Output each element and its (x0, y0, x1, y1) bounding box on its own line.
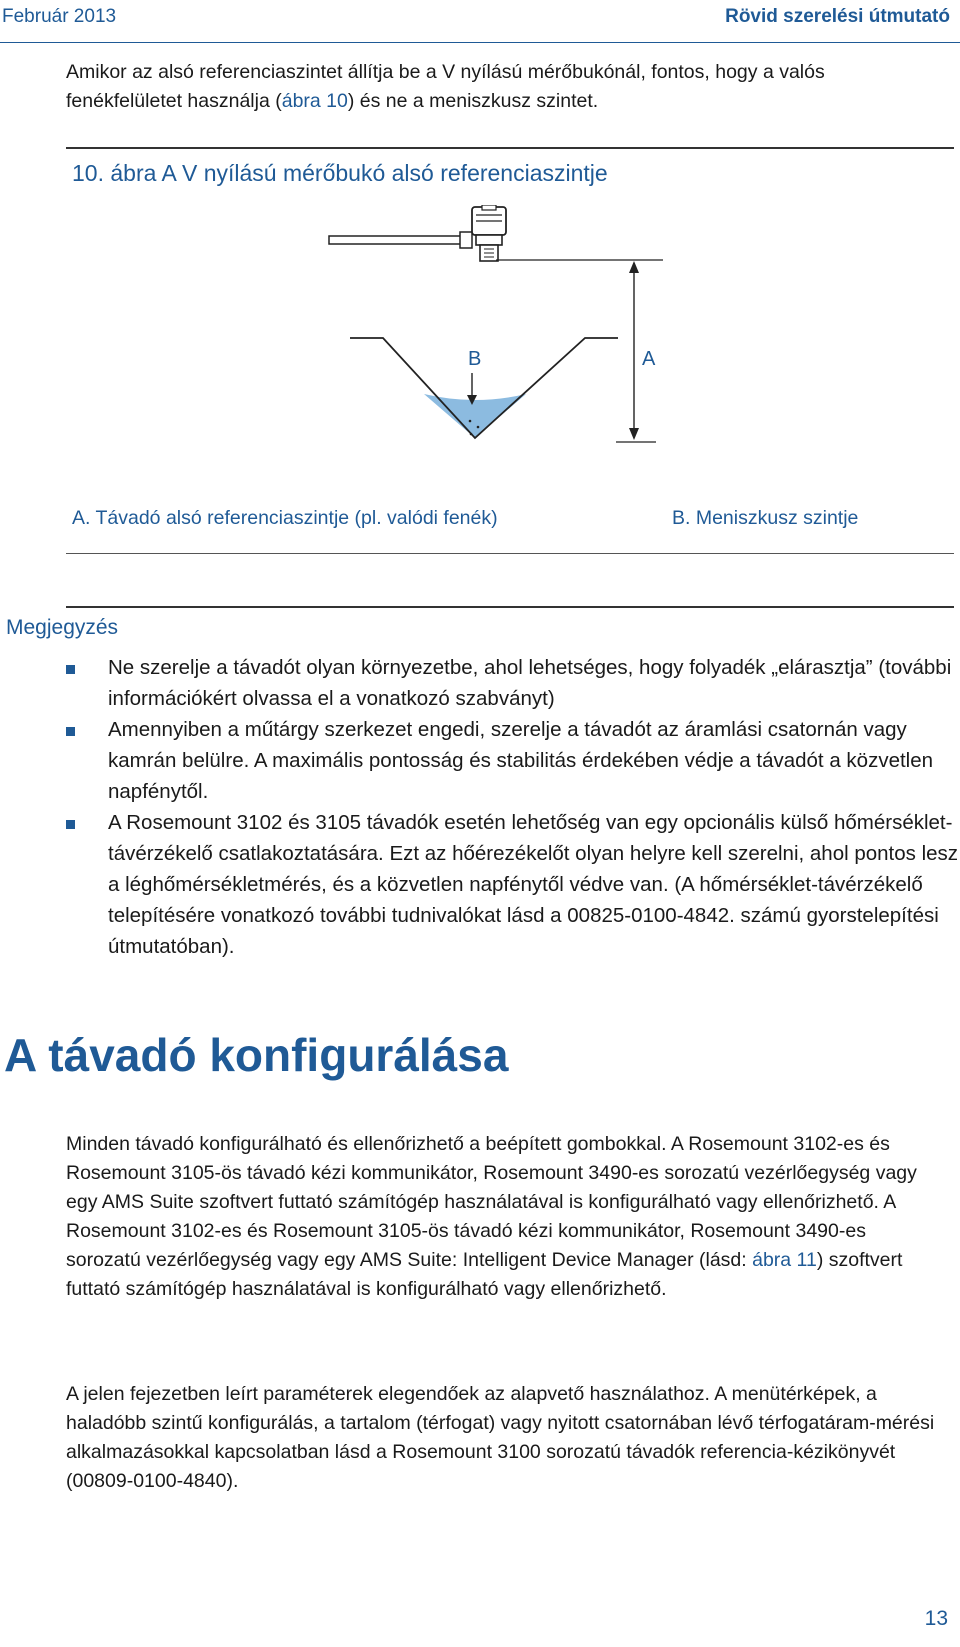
figure-10-link[interactable]: ábra 10 (281, 90, 348, 112)
bullet-icon (66, 820, 75, 829)
bullet-icon (66, 665, 75, 674)
figure-bottom-rule (66, 553, 954, 554)
water-dot (477, 426, 480, 429)
para1-text-before: Minden távadó konfigurálható és ellenőrizhető a beépített gombokkal. A Rosemount 3102-es és Rosemount 3105-ös távadó kézi kommunikátor, Rosemount 3490-es sorozatú vezérlőegység vagy egy AMS Suite szoftvert futtató számítógép használatával is konfigurálható vagy ellenőrizhető. A Rosemount 3102-es és Rosemount 3105-ös távadó kézi kommunikátor, Rosemount 3490-es sorozatú vezérlőegység vagy egy AMS Suite: Intelligent Device Manager (lásd: (66, 1133, 917, 1271)
v-notch-weir-diagram (300, 205, 720, 475)
figure-title: 10. ábra A V nyílású mérőbukó alsó referenciaszintje (72, 160, 608, 186)
bracket-clamp (460, 232, 472, 248)
intro-paragraph (66, 58, 946, 116)
note-bullet-3: A Rosemount 3102 és 3105 távadók esetén lehetőség van egy opcionális külső hőmérséklet-távérzékelő csatlakoztatására. Ezt az hőérezékelőt olyan helyre kell szerelni, ahol pontos lesz a léghőmérsékletmérés, és a közvetlen napfénytől védve van. (A hőmérséklet-távérzékelő telepítésére vonatkozó további tudnivalókat lásd a 00825-0100-4842. számú gyorstelepítési útmutatóban). (108, 811, 959, 958)
caption-b: B. Meniszkusz szintje (672, 507, 859, 529)
label-b: B (468, 348, 482, 370)
figure-top-rule (66, 147, 954, 149)
bullet-icon (66, 727, 75, 736)
note-top-rule (66, 606, 954, 608)
note-bullet-1: Ne szerelje a távadót olyan környezetbe, ahol lehetséges, hogy folyadék „elárasztja” (további információkért olvassa el a vonatkozó szabványt) (108, 656, 952, 710)
water-dot (470, 433, 473, 436)
figure-11-link[interactable]: ábra 11 (752, 1249, 817, 1271)
dimension-a-arrow-bottom (629, 428, 639, 440)
caption-a: A. Távadó alsó referenciaszintje (pl. valódi fenék) (72, 507, 498, 529)
dimension-a-arrow-top (629, 261, 639, 273)
mounting-bracket (329, 236, 467, 244)
section-paragraph-2: A jelen fejezetben leírt paraméterek elegendőek az alapvető használathoz. A menütérképek, a haladóbb szintű konfigurálás, a tartalom (térfogat) vagy nyitott csatornában lévő térfogatáram-mérési alkalmazásokkal kapcsolatban lásd a Rosemount 3100 sorozatú távadók referencia-kézikönyvét (00809-0100-4840). (66, 1383, 935, 1492)
section-paragraph-1 (66, 1130, 946, 1304)
section-heading: A távadó konfigurálása (4, 1029, 509, 1081)
note-bullet-2: Amennyiben a műtárgy szerkezet engedi, szerelje a távadót az áramlási csatornán vagy kamrán belülre. A maximális pontosság és stabilitás érdekében védje a távadót a közvetlen napfénytől. (108, 718, 934, 803)
note-title: Megjegyzés (6, 616, 119, 639)
water-dot (469, 420, 472, 423)
transmitter-icon (472, 205, 506, 261)
header-guide-title: Rövid szerelési útmutató (725, 6, 950, 27)
intro-text-before: Amikor az alsó referenciaszintet állítja be a V nyílású mérőbukónál, fontos, hogy a valós fenékfelületet használja ( (66, 61, 825, 112)
label-a: A (642, 348, 656, 370)
para1-text-after: ) szoftvert futtató számítógép használatával is konfigurálható vagy ellenőrizhető. (66, 1249, 903, 1300)
header-rule (0, 42, 960, 43)
page-number: 13 (924, 1607, 948, 1630)
intro-text-after: ) és ne a meniszkusz szintet. (347, 90, 599, 112)
water-fill (424, 394, 526, 438)
header-date: Február 2013 (2, 6, 117, 27)
